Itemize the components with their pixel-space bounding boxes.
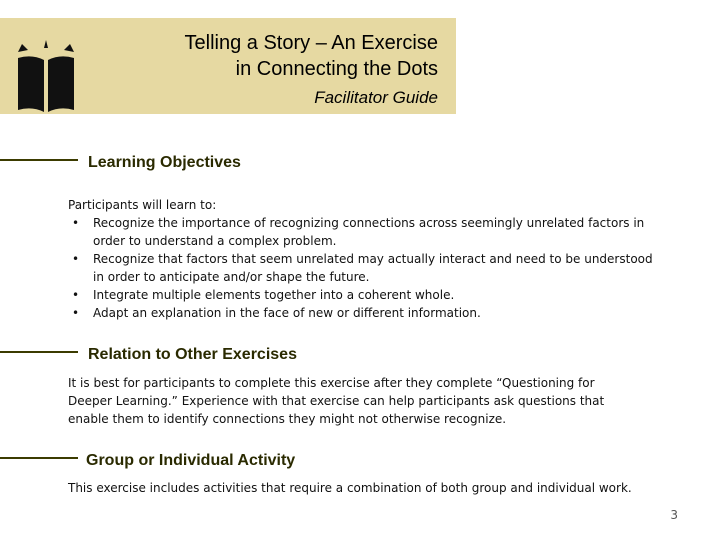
- section-divider: [0, 457, 78, 459]
- page-subtitle: Facilitator Guide: [314, 88, 438, 107]
- objectives-body: [68, 196, 658, 322]
- page-title: [185, 30, 438, 82]
- bullet-icon: •: [72, 288, 80, 302]
- objectives-list: [68, 214, 658, 322]
- open-book-icon: [14, 40, 78, 116]
- list-item: [68, 214, 658, 250]
- title-line-1: Telling a Story – An Exercise: [184, 32, 438, 54]
- section-heading-objectives: Learning Objectives: [88, 154, 241, 171]
- bullet-icon: •: [72, 216, 80, 230]
- section-divider: [0, 159, 78, 161]
- bullet-icon: •: [72, 252, 80, 266]
- list-item-text: Adapt an explanation in the face of new or different information.: [93, 306, 481, 320]
- section-heading-activity: Group or Individual Activity: [86, 452, 296, 469]
- list-item: [68, 304, 658, 322]
- list-item: [68, 286, 658, 304]
- list-item-text: Integrate multiple elements together into a coherent whole.: [93, 288, 455, 302]
- list-item-text: Recognize the importance of recognizing connections across seemingly unrelated factors in order to understand a complex problem.: [93, 216, 645, 248]
- list-item-text: Recognize that factors that seem unrelated may actually interact and need to be understood in order to anticipate and/or shape the future.: [93, 252, 653, 284]
- section-divider: [0, 351, 78, 353]
- title-line-2: in Connecting the Dots: [235, 58, 438, 80]
- page-number: 3: [670, 508, 678, 522]
- header-banner: [0, 18, 456, 114]
- activity-body: This exercise includes activities that require a combination of both group and individual work.: [68, 481, 632, 495]
- section-heading-relation: Relation to Other Exercises: [88, 346, 297, 363]
- list-item: [68, 250, 658, 286]
- bullet-icon: •: [72, 306, 80, 320]
- objectives-intro: Participants will learn to:: [68, 198, 217, 212]
- relation-body: It is best for participants to complete this exercise after they complete “Questioning for Deeper Learning.” Experience with that exercise can help participants ask questions that enable them to identify connections they might not otherwise recognize.: [68, 376, 605, 426]
